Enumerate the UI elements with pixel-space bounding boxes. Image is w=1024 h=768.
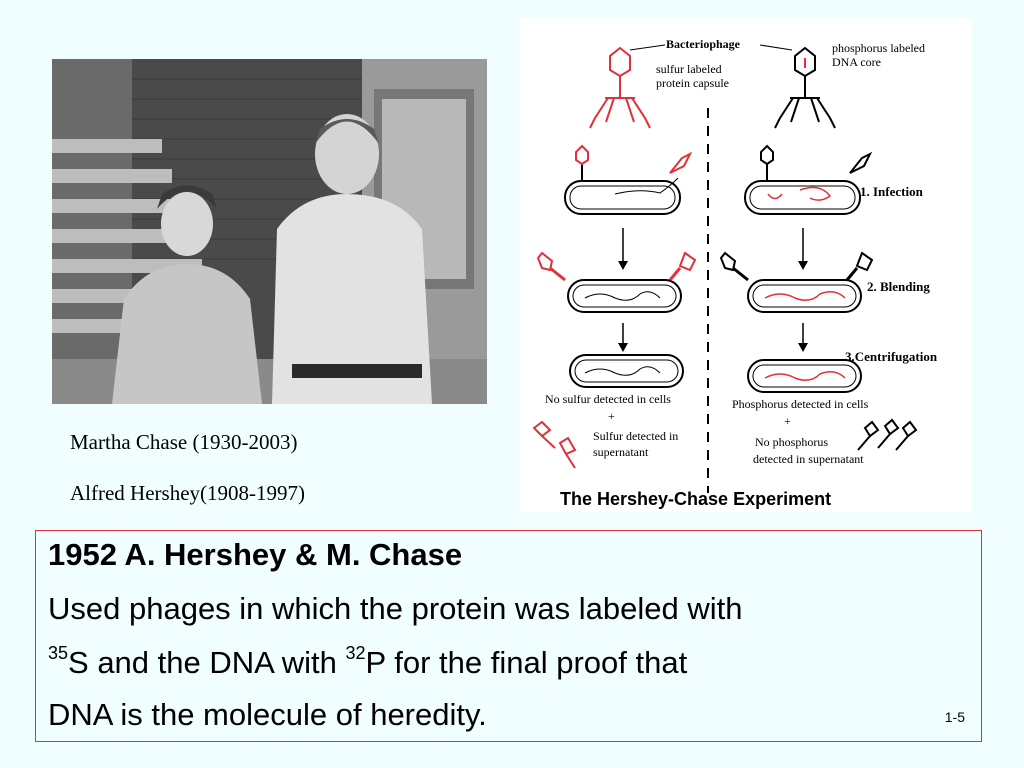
summary-line-2a: S and the DNA with xyxy=(68,645,346,680)
label-centrifugation: 3.Centrifugation xyxy=(845,349,938,364)
summary-textbox xyxy=(35,530,982,742)
right-result-3: detected in supernatant xyxy=(753,452,864,466)
right-result-2: No phosphorus xyxy=(755,435,829,449)
black-phage-icon xyxy=(775,48,835,128)
summary-line-1: Used phages in which the protein was labeled with xyxy=(48,591,743,626)
summary-line-3: DNA is the molecule of heredity. xyxy=(48,697,487,732)
left-result-2: Sulfur detected in xyxy=(593,429,679,443)
right-plus: + xyxy=(784,414,791,428)
superscript-35: 35 xyxy=(48,643,69,663)
diagram-title: The Hershey-Chase Experiment xyxy=(560,489,832,509)
black-phage-debris-icon xyxy=(858,420,916,450)
summary-line-2 xyxy=(48,645,687,681)
caption-martha-chase: Martha Chase (1930-2003) xyxy=(70,430,298,454)
diagram-svg xyxy=(520,18,972,512)
label-phos-1: phosphorus labeled xyxy=(832,41,925,55)
label-sulfur-2: protein capsule xyxy=(656,76,729,90)
label-sulfur-1: sulfur labeled xyxy=(656,62,722,76)
red-phage-debris-icon xyxy=(534,422,575,468)
summary-line-2b: P for the final proof that xyxy=(365,645,688,680)
superscript-32: 32 xyxy=(345,643,366,663)
page-number: 1-5 xyxy=(944,709,965,725)
photo-hershey-chase xyxy=(52,59,487,404)
label-blending: 2. Blending xyxy=(867,279,930,294)
right-result-1: Phosphorus detected in cells xyxy=(732,397,869,411)
label-bacteriophage: Bacteriophage xyxy=(666,37,740,51)
left-result-3: supernatant xyxy=(593,445,649,459)
label-phos-2: DNA core xyxy=(832,55,881,69)
left-result-1: No sulfur detected in cells xyxy=(545,392,671,406)
label-infection: 1. Infection xyxy=(860,184,923,199)
red-phage-icon xyxy=(590,48,650,128)
summary-title: 1952 A. Hershey & M. Chase xyxy=(48,537,463,572)
caption-alfred-hershey: Alfred Hershey(1908-1997) xyxy=(70,481,306,505)
photo-illustration xyxy=(52,59,487,404)
hershey-chase-diagram xyxy=(520,18,972,512)
left-plus: + xyxy=(608,409,615,423)
